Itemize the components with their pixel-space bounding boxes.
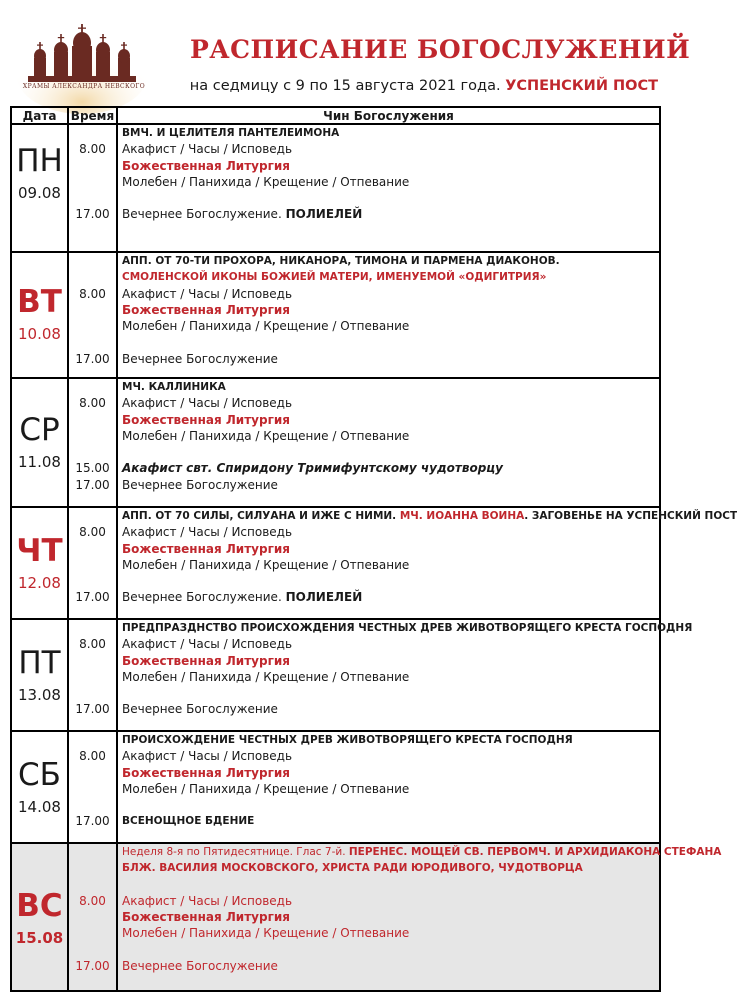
day-cell: [11, 124, 68, 252]
liturgy-line: Божественная Литургия: [122, 541, 290, 556]
service-cell: [117, 843, 722, 991]
moleben-line: Молебен / Панихида / Крещение / Отпевание: [122, 669, 410, 684]
akafist-line: Акафист / Часы / Исповедь: [122, 525, 293, 540]
time-morning: 8.00: [79, 525, 106, 540]
day-abbr: СБ: [18, 757, 61, 793]
day-abbr: ЧТ: [16, 533, 63, 569]
day-abbr: ВС: [16, 888, 63, 924]
day-cell: [11, 507, 68, 619]
service-cell: [117, 378, 660, 507]
feast-title: АПП. ОТ 70-ТИ ПРОХОРА, НИКАНОРА, ТИМОНА И ПАРМЕНА ДИАКОНОВ.: [122, 255, 560, 267]
feast-title-icon: СМОЛЕНСКОЙ ИКОНЫ БОЖИЕЙ МАТЕРИ, ИМЕНУЕМОЙ «ОДИГИТРИЯ»: [122, 271, 547, 284]
liturgy-line: Божественная Литургия: [122, 653, 290, 668]
moleben-line: Молебен / Панихида / Крещение / Отпевание: [122, 781, 410, 796]
schedule-table: [10, 106, 737, 992]
akafist-line: Акафист / Часы / Исповедь: [122, 749, 293, 764]
time-morning: 8.00: [79, 893, 106, 908]
day-date: 15.08: [15, 929, 64, 947]
vespers-line: Вечернее Богослужение: [122, 702, 278, 717]
day-date: 12.08: [18, 574, 61, 592]
time-morning: 8.00: [79, 142, 106, 157]
time-cell: [68, 124, 117, 252]
day-abbr: ВТ: [17, 284, 62, 320]
day-date: 09.08: [18, 184, 61, 202]
vespers-line: Вечернее Богослужение: [122, 477, 278, 492]
subtitle-fast: УСПЕНСКИЙ ПОСТ: [505, 78, 658, 94]
day-date: 11.08: [18, 453, 61, 471]
day-row-fri: [11, 619, 660, 731]
time-evening: 17.00: [75, 351, 110, 366]
vespers-line: Вечернее Богослужение. ПОЛИЕЛЕЙ: [122, 207, 363, 222]
moleben-line: Молебен / Панихида / Крещение / Отпевание: [122, 174, 410, 189]
page-subtitle: [180, 78, 658, 94]
day-cell: [11, 252, 68, 378]
col-header-service: Чин Богослужения: [117, 107, 660, 124]
akafist-line: Акафист / Часы / Исповедь: [122, 637, 293, 652]
day-cell: [11, 619, 68, 731]
vespers-line: Вечернее Богослужение: [122, 351, 278, 366]
akafist-line: Акафист / Часы / Исповедь: [122, 286, 293, 301]
time-morning: 8.00: [79, 637, 106, 652]
day-date: 14.08: [18, 798, 61, 816]
day-row-mon: [11, 124, 660, 252]
time-cell: [68, 843, 117, 991]
time-evening: 17.00: [75, 959, 110, 974]
time-morning: 8.00: [79, 749, 106, 764]
day-cell: [11, 378, 68, 507]
day-row-wed: [11, 378, 660, 507]
time-cell: [68, 507, 117, 619]
service-cell: [117, 124, 660, 252]
moleben-line: Молебен / Панихида / Крещение / Отпевание: [122, 319, 410, 334]
day-abbr: СР: [19, 412, 60, 448]
liturgy-line: Божественная Литургия: [122, 910, 290, 925]
vespers-line: ВСЕНОЩНОЕ БДЕНИЕ: [122, 815, 255, 828]
feast-title: АПП. ОТ 70 СИЛЫ, СИЛУАНА И ИЖЕ С НИМИ. МЧ. ИОАННА ВОИНА. ЗАГОВЕНЬЕ НА УСПЕНСКИЙ ПОСТ: [122, 510, 737, 522]
time-morning: 8.00: [79, 286, 106, 301]
moleben-line: Молебен / Панихида / Крещение / Отпевание: [122, 926, 410, 941]
time-cell: [68, 252, 117, 378]
day-abbr: ПТ: [18, 645, 61, 681]
time-evening: 17.00: [75, 477, 110, 492]
feast-title: Неделя 8-я по Пятидесятнице. Глас 7-й. ПЕРЕНЕС. МОЩЕЙ СВ. ПЕРВОМЧ. И АРХИДИАКОНА СТЕФАНА: [122, 846, 722, 858]
day-row-tue: [11, 252, 660, 378]
feast-title: ПРЕДПРАЗДНСТВО ПРОИСХОЖДЕНИЯ ЧЕСТНЫХ ДРЕВ ЖИВОТВОРЯЩЕГО КРЕСТА ГОСПОДНЯ: [122, 622, 693, 634]
akafist-special-line: Акафист свт. Спиридону Тримифунтскому чудотворцу: [122, 461, 503, 476]
day-date: 10.08: [18, 325, 61, 343]
time-cell: [68, 731, 117, 843]
service-cell: [117, 619, 693, 731]
day-cell: [11, 843, 68, 991]
service-cell: [117, 252, 660, 378]
feast-title: МЧ. КАЛЛИНИКА: [122, 381, 226, 393]
subtitle-period: на седмицу с 9 по 15 августа 2021 года.: [189, 78, 501, 94]
akafist-line: Акафист / Часы / Исповедь: [122, 396, 293, 411]
vespers-line: Вечернее Богослужение: [122, 959, 278, 974]
col-header-date: Дата: [11, 107, 68, 124]
time-evening: 17.00: [75, 702, 110, 717]
service-cell: [117, 507, 737, 619]
time-afternoon: 15.00: [75, 461, 110, 476]
moleben-line: Молебен / Панихида / Крещение / Отпевание: [122, 428, 410, 443]
feast-title: ВМЧ. И ЦЕЛИТЕЛЯ ПАНТЕЛЕИМОНА: [122, 127, 340, 139]
feast-title: ПРОИСХОЖДЕНИЕ ЧЕСТНЫХ ДРЕВ ЖИВОТВОРЯЩЕГО КРЕСТА ГОСПОДНЯ: [122, 734, 573, 746]
time-evening: 17.00: [75, 207, 110, 222]
table-header-row: [11, 107, 660, 124]
day-row-sat: [11, 731, 660, 843]
col-header-time: Время: [68, 107, 117, 124]
page-title: РАСПИСАНИЕ БОГОСЛУЖЕНИЙ: [190, 35, 691, 64]
liturgy-line: Божественная Литургия: [122, 158, 290, 173]
day-cell: [11, 731, 68, 843]
time-cell: [68, 619, 117, 731]
day-abbr: ПН: [16, 143, 63, 179]
liturgy-line: Божественная Литургия: [122, 765, 290, 780]
feast-title-2: БЛЖ. ВАСИЛИЯ МОСКОВСКОГО, ХРИСТА РАДИ ЮРОДИВОГО, ЧУДОТВОРЦА: [122, 862, 583, 875]
liturgy-line: Божественная Литургия: [122, 412, 290, 427]
day-date: 13.08: [18, 686, 61, 704]
akafist-line: Акафист / Часы / Исповедь: [122, 142, 293, 157]
liturgy-line: Божественная Литургия: [122, 302, 290, 317]
day-row-sun: [11, 843, 660, 991]
logo-text: ХРАМЫ АЛЕКСАНДРА НЕВСКОГО: [22, 83, 146, 90]
vespers-line: Вечернее Богослужение. ПОЛИЕЛЕЙ: [122, 590, 363, 605]
service-cell: [117, 731, 660, 843]
akafist-line: Акафист / Часы / Исповедь: [122, 893, 293, 908]
time-evening: 17.00: [75, 590, 110, 605]
time-morning: 8.00: [79, 396, 106, 411]
page-header: [0, 0, 691, 104]
day-row-thu: [11, 507, 660, 619]
time-cell: [68, 378, 117, 507]
moleben-line: Молебен / Панихида / Крещение / Отпевание: [122, 557, 410, 572]
time-evening: 17.00: [75, 814, 110, 829]
